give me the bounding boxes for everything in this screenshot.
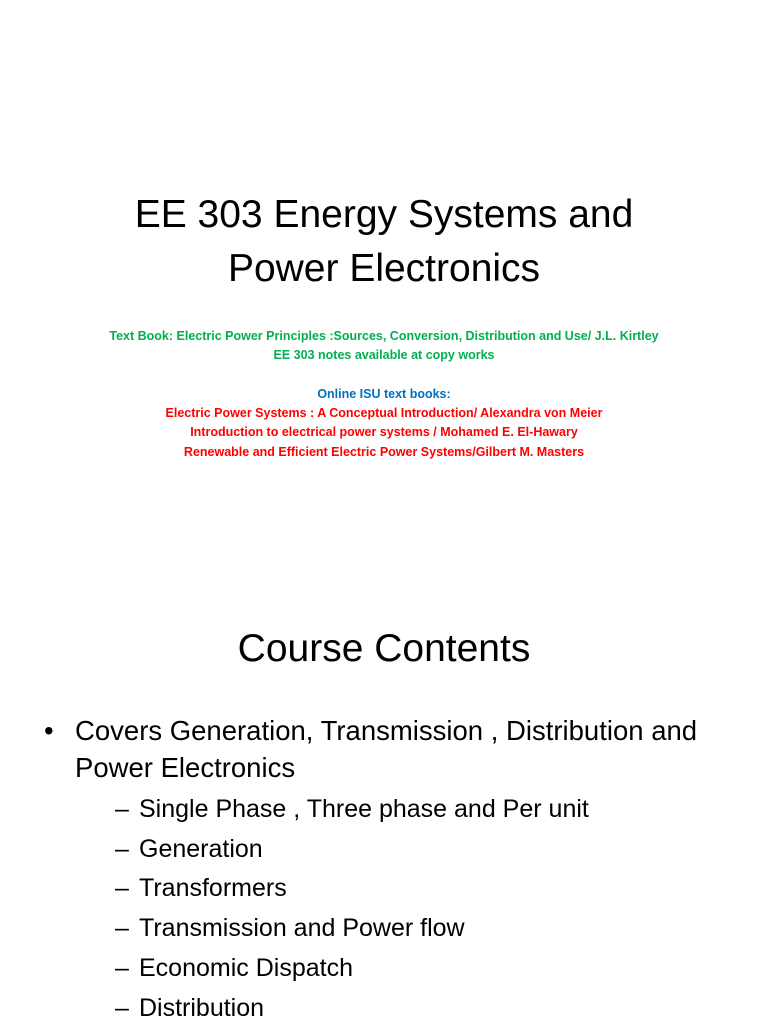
list-item bbox=[115, 989, 744, 1028]
list-item bbox=[115, 790, 744, 830]
textbook-line: Text Book: Electric Power Principles :Sources, Conversion, Distribution and Use/ J.L. Kirtley bbox=[109, 329, 659, 343]
main-bullet-text: Covers Generation, Transmission , Distribution and Power Electronics bbox=[75, 715, 698, 783]
title-line-2: Power Electronics bbox=[227, 247, 541, 290]
course-contents-slide bbox=[0, 576, 768, 1024]
notes-line: EE 303 notes available at copy works bbox=[273, 348, 495, 363]
dash-icon: – bbox=[115, 795, 129, 823]
list-item-text: Transformers bbox=[139, 874, 287, 903]
bullet-icon: • bbox=[44, 715, 54, 746]
dash-icon: – bbox=[115, 914, 129, 943]
online-books-heading: Online ISU text books: bbox=[317, 386, 451, 401]
list-item-text: Distribution bbox=[139, 993, 265, 1022]
title-line-1: EE 303 Energy Systems and bbox=[134, 193, 634, 236]
online-book-3: Renewable and Efficient Electric Power Systems/Gilbert M. Masters bbox=[183, 444, 585, 459]
dash-icon: – bbox=[115, 834, 129, 863]
list-item-text: Generation bbox=[139, 834, 263, 863]
slide-title bbox=[0, 188, 768, 296]
list-item bbox=[115, 830, 744, 870]
list-item bbox=[115, 869, 744, 909]
list-item-text: Economic Dispatch bbox=[139, 953, 353, 982]
references-block bbox=[0, 327, 768, 462]
dash-icon: – bbox=[115, 993, 129, 1022]
dash-icon: – bbox=[115, 874, 129, 903]
list-item bbox=[115, 949, 744, 989]
online-book-2: Introduction to electrical power systems / Mohamed E. El-Hawary bbox=[190, 425, 578, 440]
main-bullet bbox=[44, 712, 744, 1028]
sub-bullet-list bbox=[75, 790, 744, 1028]
content-bullets bbox=[44, 712, 744, 1028]
spacer bbox=[0, 366, 768, 385]
list-item-text: Single Phase , Three phase and Per unit bbox=[139, 795, 589, 823]
list-item-text: Transmission and Power flow bbox=[139, 914, 465, 943]
course-contents-title: Course Contents bbox=[237, 627, 531, 670]
dash-icon: – bbox=[115, 953, 129, 982]
list-item bbox=[115, 909, 744, 949]
online-book-1: Electric Power Systems : A Conceptual Introduction/ Alexandra von Meier bbox=[165, 406, 603, 421]
